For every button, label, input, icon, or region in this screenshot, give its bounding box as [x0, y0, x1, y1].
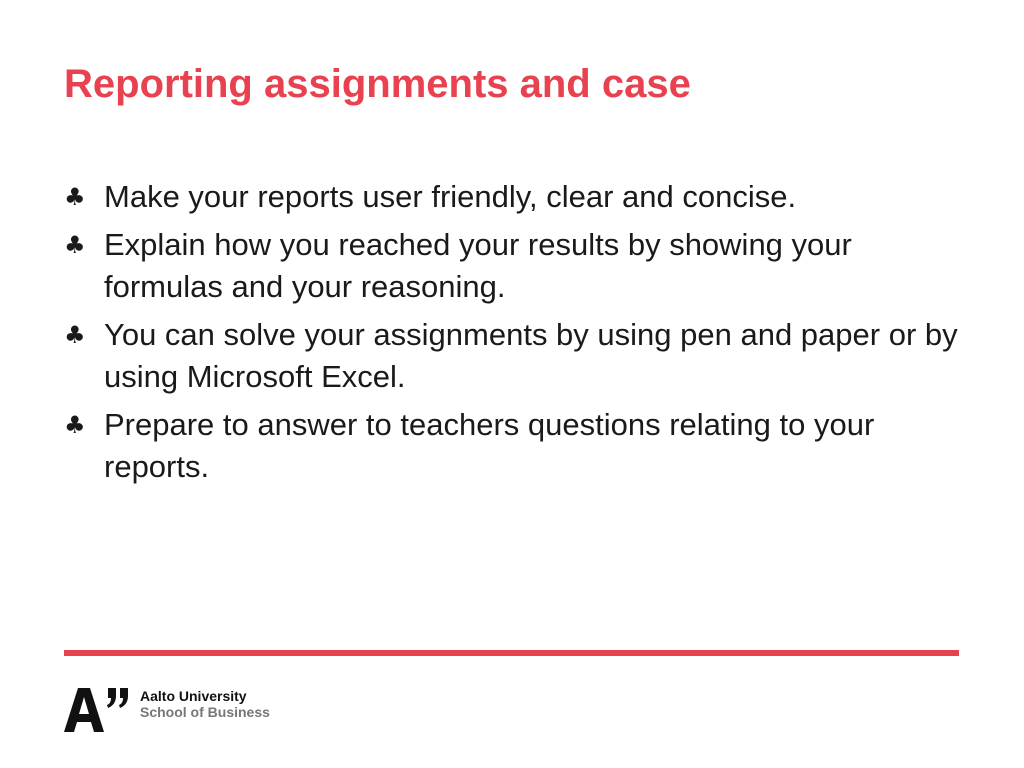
logo-university-name: Aalto University: [140, 688, 247, 704]
bullet-item: [64, 176, 964, 218]
bullet-item: [64, 314, 964, 398]
bullet-text: Explain how you reached your results by showing your formulas and your reasoning.: [104, 227, 852, 304]
footer-divider: [64, 650, 959, 656]
aalto-logo-mark: [64, 686, 134, 734]
bullet-item: [64, 224, 964, 308]
club-suit-icon: ♣: [64, 411, 86, 439]
aalto-logo: [64, 686, 294, 734]
logo-text: [140, 688, 270, 720]
slide-title: Reporting assignments and case: [64, 62, 691, 106]
bullet-item: [64, 404, 964, 488]
club-suit-icon: ♣: [64, 183, 86, 211]
bullet-list: [64, 176, 964, 494]
club-suit-icon: ♣: [64, 321, 86, 349]
bullet-text: Make your reports user friendly, clear and concise.: [104, 179, 797, 214]
bullet-text: Prepare to answer to teachers questions relating to your reports.: [104, 407, 875, 484]
club-suit-icon: ♣: [64, 231, 86, 259]
logo-school-name: School of Business: [140, 704, 270, 720]
bullet-text: You can solve your assignments by using pen and paper or by using Microsoft Excel.: [104, 317, 958, 394]
